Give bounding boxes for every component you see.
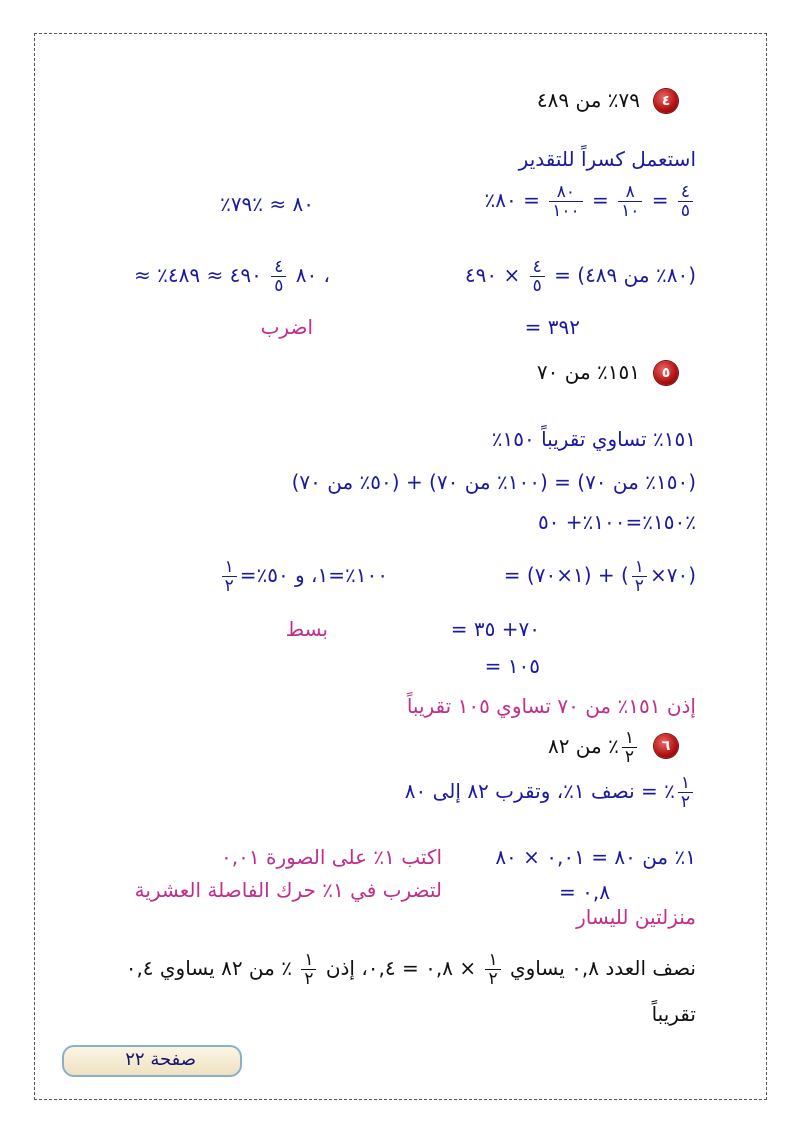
half-percent-explanation: $\frac{١}{٢}$ ٪ = نصف ١٪، وتقرب ٨٢ إلى ٨٠ [405,769,696,813]
product-expansion: = (١×٧٠) + ( $\frac{١}{٢}$ ×٧٠) [503,557,696,596]
sum-70-35: = ٧٠+ ٣٥ [450,617,540,641]
problem-6-conclusion: نصف العدد ٠,٨ يساوي $\frac{١}{٢}$ × ٠,٨ = ٠,٤، إذن $\frac{١}{٢}$ ٪ من ٨٢ يساوي ٠,٤ [125,950,696,989]
problem-6-badge: ٦ [654,734,678,758]
hint-simplify: بسط [285,617,328,641]
estimate-heading: استعمل كسراً للتقدير [518,147,696,171]
problem-6-conclusion-end: تقريباً [651,1002,696,1026]
problem-4-badge: ٤ [654,89,678,113]
result-392: = ٣٩٢ [524,315,580,339]
page-number: صفحة ٢٢ [125,1049,196,1070]
product-equation: (٨٠٪ من ٤٨٩) = $\frac{٤}{٥}$ × ٤٩٠ [464,257,696,296]
hint-multiply: اضرب [260,315,313,339]
page-number-box [62,1045,242,1077]
approx-79-80: ٪٨٠ ≈ ٪٧٩ [220,192,314,216]
approx-equation-2: ≈ ٪٨٠ $\frac{٤}{٥}$ ٤٩٠ ≈ ٤٨٩ ، [134,257,330,296]
problem-5-badge: ٥ [654,361,678,385]
problem-4-title: ٧٩٪ من ٤٨٩ [536,88,640,112]
result-0-8: = ٠,٨ [559,880,610,904]
problem-5-conclusion: إذن ١٥١٪ من ٧٠ تساوي ١٠٥ تقريباً [406,694,696,718]
hint-move-decimal: لتضرب في ١٪ حرك الفاصلة العشرية [134,878,442,902]
problem-6-title: $\frac{١}{٢}$ ٪ من ٨٢ [548,724,640,768]
result-105: = ١٠٥ [484,654,540,678]
percent-sum: ١٥٠٪=١٠٠٪+ ٥٠٪ [537,510,696,534]
one-percent-of-80: ١٪ من ٨٠ = ٠,٠١ × ٨٠ [495,845,696,869]
hint-write-decimal: اكتب ١٪ على الصورة ٠,٠١ [221,845,442,869]
approx-151-150: ١٥١٪ تساوي تقريباً ١٥٠٪ [491,427,696,451]
percent-fraction-note: ١٠٠٪=١، و ٥٠٪= $\frac{١}{٢}$ [219,553,388,597]
fraction-equation-1: ٪٨٠ = $\frac{٨٠}{١٠٠}$ = $\frac{٨}{١٠}$ = $\frac{٤}{٥}$ [485,178,697,222]
hint-two-places-left: منزلتين لليسار [576,905,696,929]
distributive-split: (١٥٠٪ من ٧٠) = (١٠٠٪ من ٧٠) + (٥٠٪ من ٧٠) [291,470,696,494]
problem-5-title: ١٥١٪ من ٧٠ [536,360,640,384]
